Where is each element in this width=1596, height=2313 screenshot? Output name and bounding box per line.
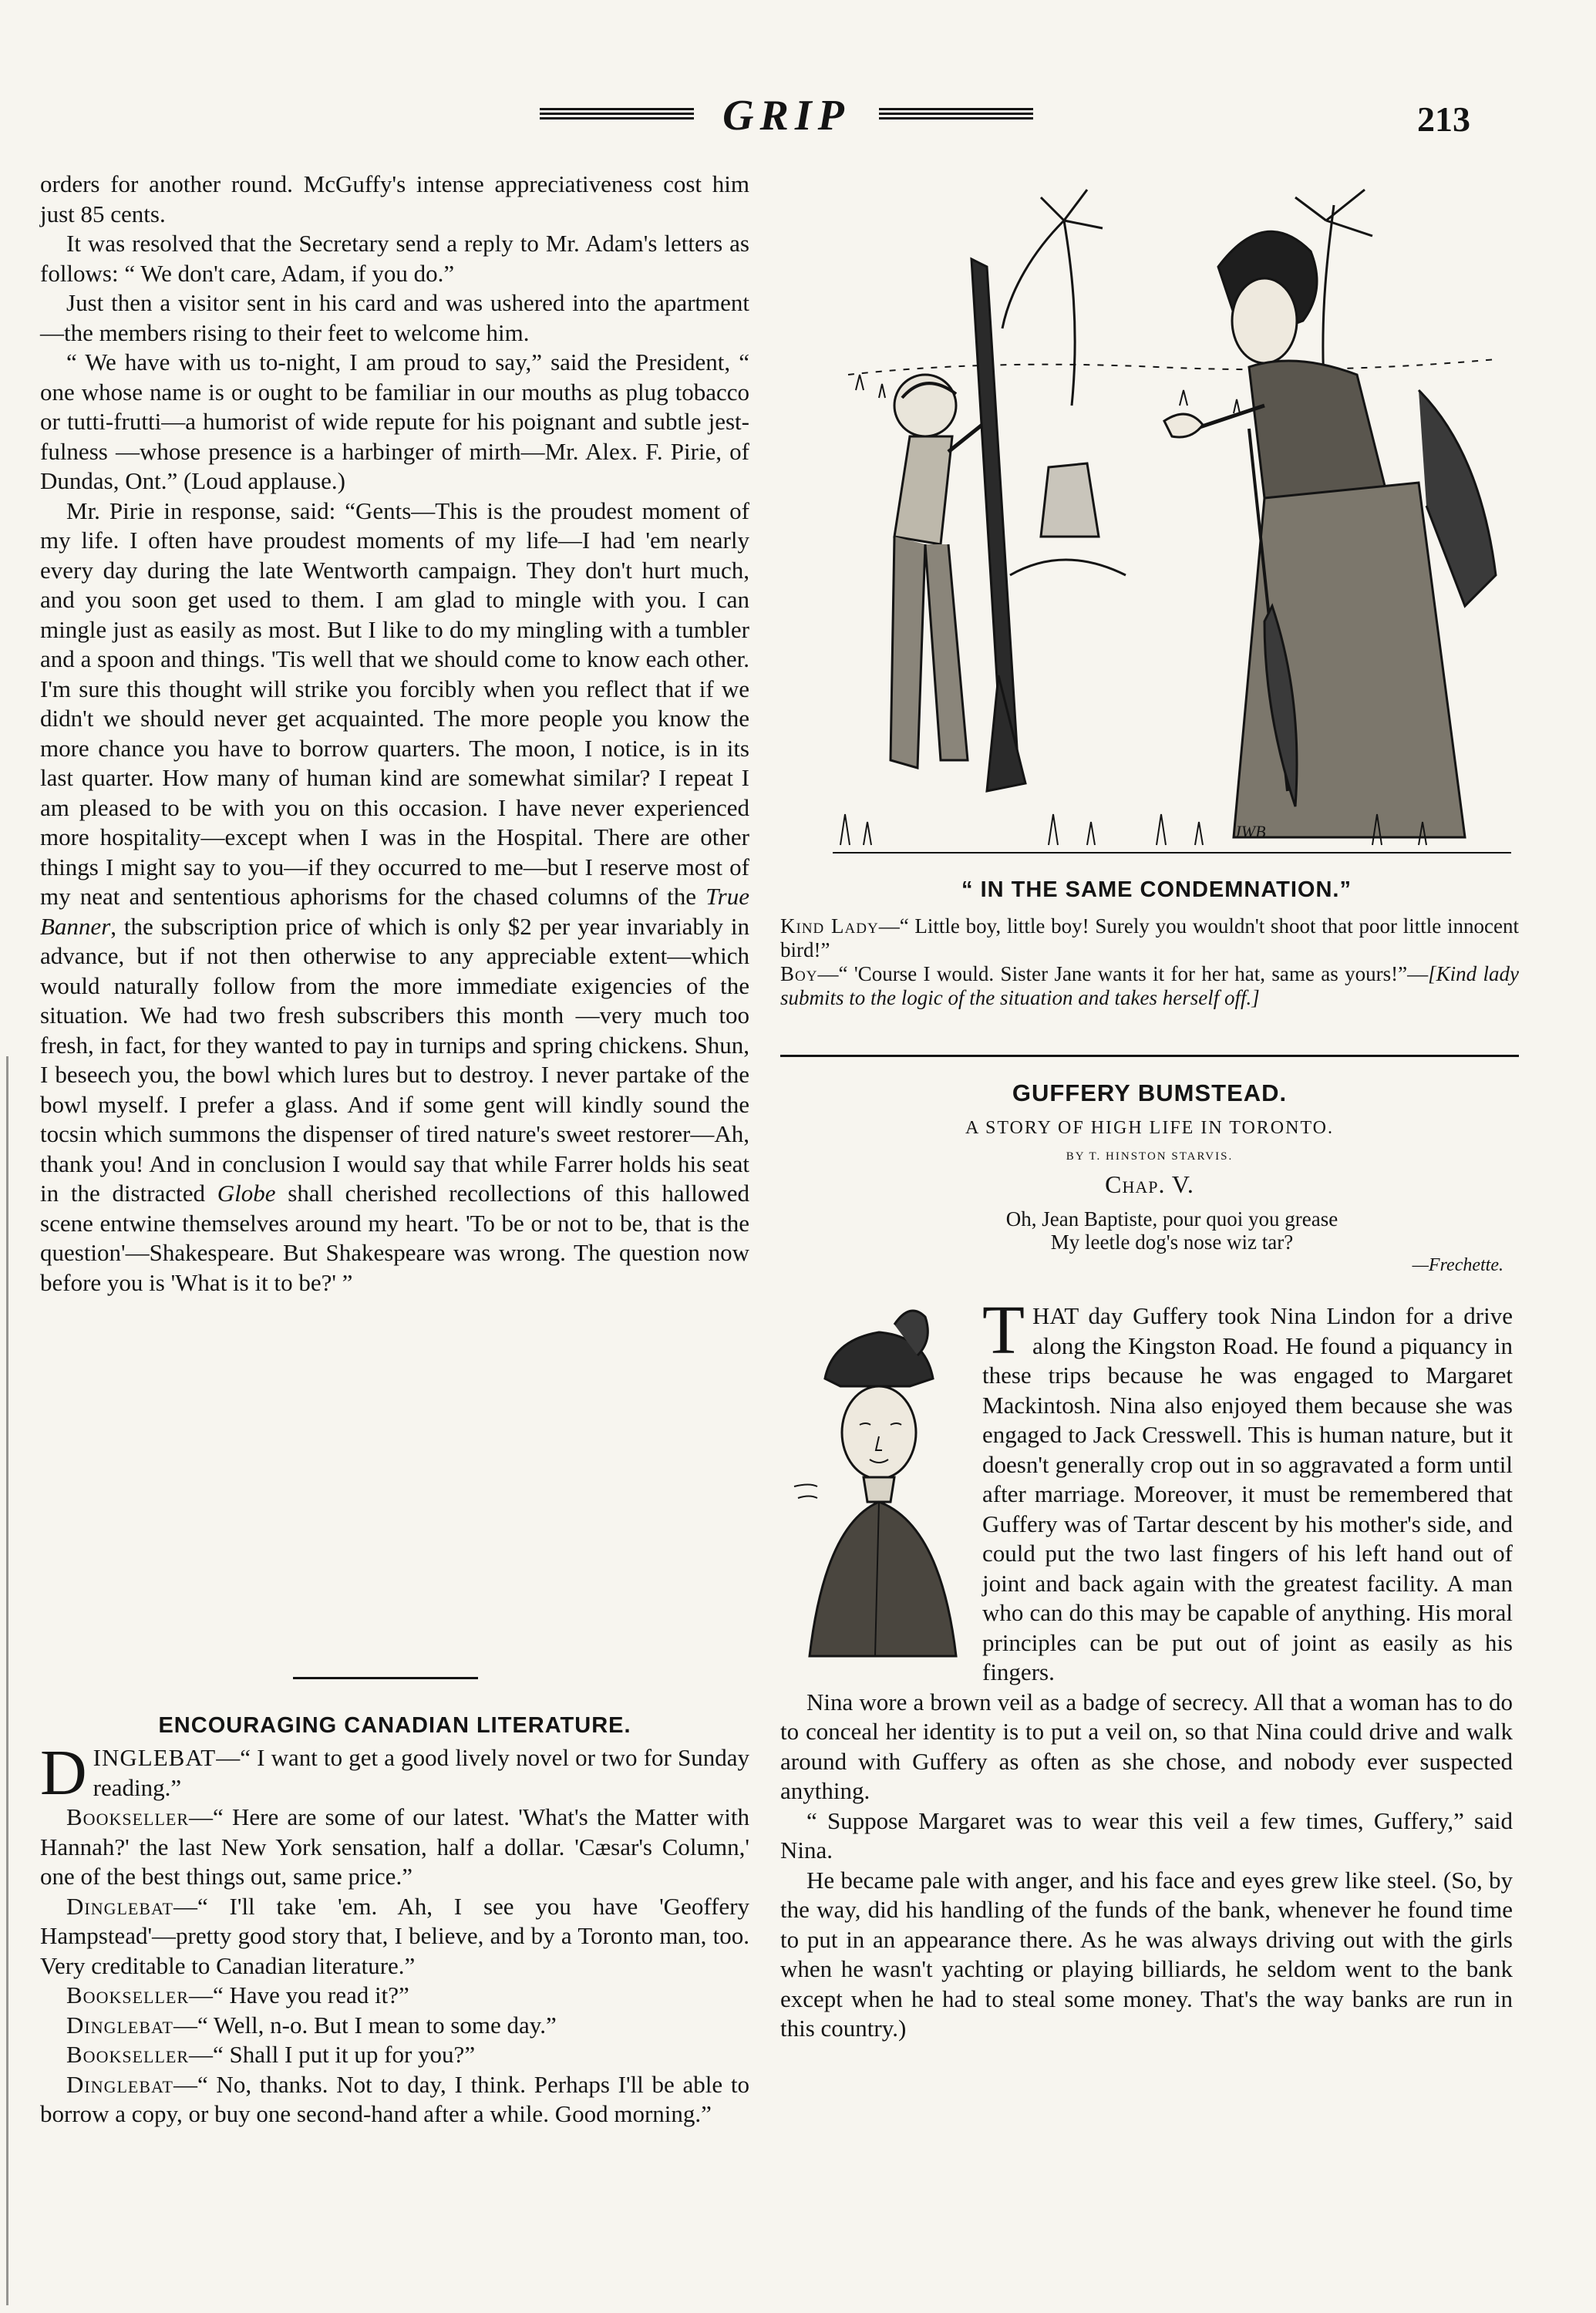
dialogue-line bbox=[40, 2070, 749, 2130]
speech-text: shall cherished recollections of this hallowed scene entwine themselves around my heart. 'To be or not to be, that is the question'—Shakespeare. But Shakespeare was wrong. The question now before you is 'What is it to be?' ” bbox=[40, 1180, 749, 1296]
speaker-name: Dinglebat bbox=[66, 2070, 173, 2098]
drop-cap: D bbox=[40, 1737, 87, 1809]
masthead-title: GRIP bbox=[722, 92, 850, 140]
caption-text: —“ 'Course I would. Sister Jane wants it for her hat, same as yours!”— bbox=[817, 962, 1429, 985]
dialogue-text: —“ Have you read it?” bbox=[189, 1981, 409, 2008]
article-heading: ENCOURAGING CANADIAN LITERATURE. bbox=[158, 1713, 631, 1738]
drop-cap: T bbox=[982, 1292, 1025, 1369]
paragraph: Just then a visitor sent in his card and was ushered into the apartment—the members rising to their feet to welcome him. bbox=[40, 289, 749, 346]
dialogue-text: —“ Shall I put it up for you?” bbox=[189, 2041, 476, 2068]
story-paragraph: He became pale with anger, and his face and eyes grew like steel. (So, by the way, did his handling of the funds of the bank, whenever he found time to put in an appearance there. As he was always driving out with the girls when he wasn't yachting or playing billiards, he seldom went to the bank except when he had to steal some money. That's the way banks are run in this country.) bbox=[780, 1866, 1513, 2042]
speaker-name: Bookseller bbox=[66, 1981, 190, 2008]
story-paragraph: Nina wore a brown veil as a badge of secrecy. All that a woman has to do to conceal her identity is to put a veil on, so that Nina could drive and walk around with Guffery as often as she chose, and nobody ever suspected anything. bbox=[780, 1688, 1513, 1804]
article-canadian-literature bbox=[40, 1713, 749, 2130]
paragraph-pirie-speech bbox=[40, 497, 749, 1298]
epigraph-line: Oh, Jean Baptiste, pour quoi you grease bbox=[1005, 1207, 1338, 1231]
cartoon-caption-title: “ IN THE SAME CONDEMNATION.” bbox=[961, 877, 1352, 902]
speaker-name: Boy bbox=[780, 962, 818, 985]
dialogue-text: —“ Here are some of our latest. 'What's the Matter with Hannah?' the last New York sensation, half a dollar. 'Cæsar's Column,' one of the best things out, same price.” bbox=[40, 1803, 749, 1890]
story-body bbox=[780, 1292, 1513, 2044]
masthead-rule-right bbox=[879, 108, 1033, 120]
speech-text: Mr. Pirie in response, said: “Gents—This is the proudest moment of my life. I often have proudest moments of my life—I had 'em nearly every day during the late Wentworth campaign. They don't hurt much, and you soon get used to them. I am glad to mingle with you. I can mingle just as easily as most. But I like to do my mingling with a tumbler and a spoon and things. 'Tis well that we should come to know each other. I'm sure this thought will strike you forcibly when you reflect that if we didn't we should never get acquainted. The more people you know the more chance you have to borrow quarters. The moon, I notice, is in its last quarter. How many of human kind are somewhat similar? I repeat I am pleased to be with you on this occasion. I have never experienced more hospitality—except when I was in the Hospital. There are other things I might say to you—if they occurred to me—but I reserve most of my neat and sententious aphorisms for the chased columns of the bbox=[40, 497, 749, 910]
epigraph-attribution: —Frechette. bbox=[1412, 1255, 1503, 1275]
speaker-name: Kind Lady bbox=[780, 914, 879, 938]
speaker-name: Dinglebat bbox=[66, 1892, 173, 1920]
page-number: 213 bbox=[1417, 99, 1470, 139]
dialogue-line bbox=[40, 1892, 749, 1981]
left-column-article bbox=[40, 170, 749, 1298]
newspaper-name: True Banner bbox=[40, 883, 749, 940]
paragraph: “ We have with us to-night, I am proud to say,” said the President, “ one whose name is or ought to be familiar in our mouths as plug tobacco or tutti-frutti—a humorist of wide repute for his poignant and subtle jestfulness —whose presence is a harbinger of mirth—Mr. Alex. F. Pirie, of Dundas, Ont.” (Loud applause.) bbox=[40, 348, 749, 494]
dialogue-line bbox=[40, 2040, 749, 2070]
speaker-name: INGLEBAT bbox=[93, 1744, 217, 1771]
caption-text: —“ Little boy, little boy! Surely you wouldn't shoot that poor little innocent bird!” bbox=[780, 914, 1519, 961]
section-divider bbox=[293, 1677, 478, 1679]
story-subtitle: A STORY OF HIGH LIFE IN TORONTO. bbox=[965, 1118, 1335, 1138]
dialogue-line bbox=[40, 2011, 749, 2041]
cartoon-signature: JWB bbox=[1234, 822, 1266, 841]
epigraph-line: My leetle dog's nose wiz tar? bbox=[1050, 1231, 1294, 1254]
column-edge-line bbox=[6, 1056, 8, 2305]
story-epigraph bbox=[902, 1207, 1442, 1254]
speaker-name: Dinglebat bbox=[66, 2011, 173, 2039]
dialogue-line bbox=[40, 1737, 749, 1809]
dialogue-line bbox=[40, 1981, 749, 2011]
portrait-space bbox=[780, 1301, 982, 1664]
dialogue-text: —“ Well, n-o. But I mean to some day.” bbox=[173, 2011, 557, 2039]
speaker-name: Bookseller bbox=[66, 1803, 190, 1830]
dialogue-text: —“ No, thanks. Not to day, I think. Perhaps I'll be able to borrow a copy, or buy one second-hand after a while. Good morning.” bbox=[40, 2070, 749, 2127]
masthead bbox=[540, 91, 1033, 140]
caption-line bbox=[780, 914, 1519, 962]
story-byline: BY T. HINSTON STARVIS. bbox=[1066, 1150, 1234, 1163]
paragraph-text: HAT day Guffery took Nina Lindon for a drive along the Kingston Road. He found a piquancy in these trips because he was engaged to Margaret Mackintosh. Nina also enjoyed them because she was engaged to Jack Cresswell. This is human nature, but it doesn't generally crop out in so aggravated a form until after marriage. Moreover, it must be remembered that Guffery was of Tartar descent by his mother's side, and could put the two last fingers of his left hand out of joint and back again with the greatest facility. A man who can do this may be capable of anything. His moral principles can be put out of joint as easily as his fingers. bbox=[982, 1302, 1513, 1685]
paragraph: orders for another round. McGuffy's intense appreciativeness cost him just 85 cents. bbox=[40, 170, 749, 227]
masthead-rule-left bbox=[540, 108, 694, 120]
story-chapter: Chap. V. bbox=[1105, 1170, 1194, 1198]
speaker-name: Bookseller bbox=[66, 2041, 190, 2068]
caption-line bbox=[780, 962, 1519, 1010]
paragraph: It was resolved that the Secretary send a reply to Mr. Adam's letters as follows: “ We don't care, Adam, if you do.” bbox=[40, 230, 749, 287]
dialogue-line bbox=[40, 1803, 749, 1892]
story-paragraph: “ Suppose Margaret was to wear this veil a few times, Guffery,” said Nina. bbox=[780, 1806, 1513, 1864]
story-title: GUFFERY BUMSTEAD. bbox=[1012, 1079, 1288, 1106]
dialogue-text: —“ I want to get a good lively novel or two for Sunday reading.” bbox=[93, 1744, 749, 1801]
speech-text: , the subscription price of which is only $2 per year invariably in advance, but if not then otherwise to any appreciable extent—which would naturally follow from the more immediate exigencies of the situation. We had two fresh subscribers this month —very much too fresh, in fact, for they wanted to pay in turnips and spring chickens. Shun, I beseech you, the bowl which lures but to destroy. I never partake of the bowl myself. I prefer a glass. And if some gent will kindly sound the tocsin which summons the dispenser of tired nature's sweet restorer—Ah, thank you! And in conclusion I would say that while Farrer holds his seat in the distracted bbox=[40, 912, 749, 1207]
cartoon-caption bbox=[780, 914, 1519, 1010]
cartoon-illustration bbox=[833, 174, 1511, 868]
newspaper-name: Globe bbox=[217, 1180, 276, 1207]
section-divider bbox=[780, 1055, 1519, 1057]
caption-stage-direction: [Kind lady submits to the logic of the situation and takes herself off.] bbox=[780, 962, 1519, 1009]
dialogue-text: —“ I'll take 'em. Ah, I see you have 'Geoffery Hampstead'—pretty good story that, I believe, and by a Toronto man, too. Very creditable to Canadian literature.” bbox=[40, 1892, 749, 1979]
